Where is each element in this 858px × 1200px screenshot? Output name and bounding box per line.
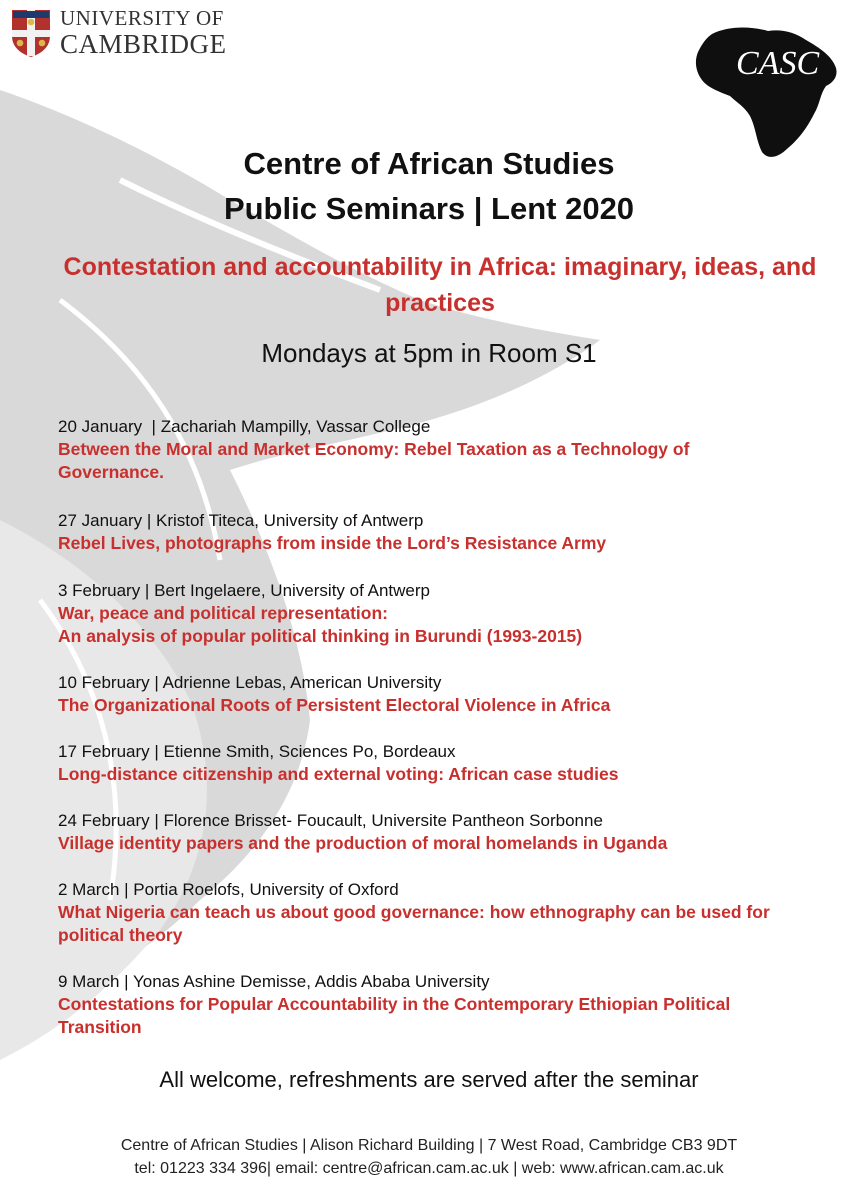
- seminar-title: Between the Moral and Market Economy: Rebel Taxation as a Technology of Governance.: [58, 439, 690, 482]
- seminar-item: [58, 879, 838, 947]
- seminar-item: [58, 416, 838, 484]
- seminar-date-speaker: 27 January | Kristof Titeca, University of Antwerp: [58, 511, 424, 530]
- seminar-title: Village identity papers and the production of moral homelands in Uganda: [58, 833, 668, 853]
- seminar-date-speaker: 10 February | Adrienne Lebas, American University: [58, 673, 442, 692]
- series-theme: Contestation and accountability in Africa: imaginary, ideas, and practices: [63, 253, 817, 317]
- page-title-line1: Centre of African Studies: [243, 146, 615, 181]
- university-shield-icon: [10, 8, 52, 58]
- seminar-item: [58, 971, 838, 1039]
- africa-map-icon: [690, 22, 842, 162]
- university-logo: [10, 8, 227, 58]
- seminar-title: Contestations for Popular Accountability in the Contemporary Ethiopian Political Transition: [58, 994, 731, 1037]
- seminar-date-speaker: 20 January | Zachariah Mampilly, Vassar College: [58, 417, 431, 436]
- seminar-date-speaker: 9 March | Yonas Ashine Demisse, Addis Ababa University: [58, 972, 490, 991]
- seminar-item: [58, 580, 838, 648]
- university-name-line1: UNIVERSITY OF: [60, 6, 224, 30]
- seminar-title: The Organizational Roots of Persistent Electoral Violence in Africa: [58, 695, 611, 715]
- seminar-date-speaker: 24 February | Florence Brisset- Foucault, Universite Pantheon Sorbonne: [58, 811, 603, 830]
- university-name-line2: CAMBRIDGE: [60, 29, 227, 59]
- seminar-item: [58, 672, 838, 717]
- footer-address: Centre of African Studies | Alison Richard Building | 7 West Road, Cambridge CB3 9DT: [120, 1137, 738, 1154]
- page-title-line2: Public Seminars | Lent 2020: [223, 191, 635, 226]
- seminar-title: Long-distance citizenship and external voting: African case studies: [58, 764, 619, 784]
- seminar-title: War, peace and political representation: An analysis of popular political thinking in Burundi (1993-2015): [58, 603, 583, 646]
- seminar-item: [58, 810, 838, 855]
- seminar-title: Rebel Lives, photographs from inside the Lord’s Resistance Army: [58, 533, 607, 553]
- seminar-item: [58, 510, 838, 555]
- casc-letters: CASC: [736, 45, 820, 82]
- seminar-title: What Nigeria can teach us about good governance: how ethnography can be used for political theory: [58, 902, 770, 945]
- schedule-info: Mondays at 5pm in Room S1: [261, 338, 597, 368]
- welcome-note: All welcome, refreshments are served after the seminar: [159, 1067, 699, 1092]
- seminar-date-speaker: 17 February | Etienne Smith, Sciences Po, Bordeaux: [58, 742, 456, 761]
- seminar-date-speaker: 2 March | Portia Roelofs, University of Oxford: [58, 880, 399, 899]
- seminar-item: [58, 741, 838, 786]
- seminar-date-speaker: 3 February | Bert Ingelaere, University of Antwerp: [58, 581, 430, 600]
- footer-contact: tel: 01223 334 396| email: centre@african.cam.ac.uk | web: www.african.cam.ac.uk: [134, 1160, 724, 1177]
